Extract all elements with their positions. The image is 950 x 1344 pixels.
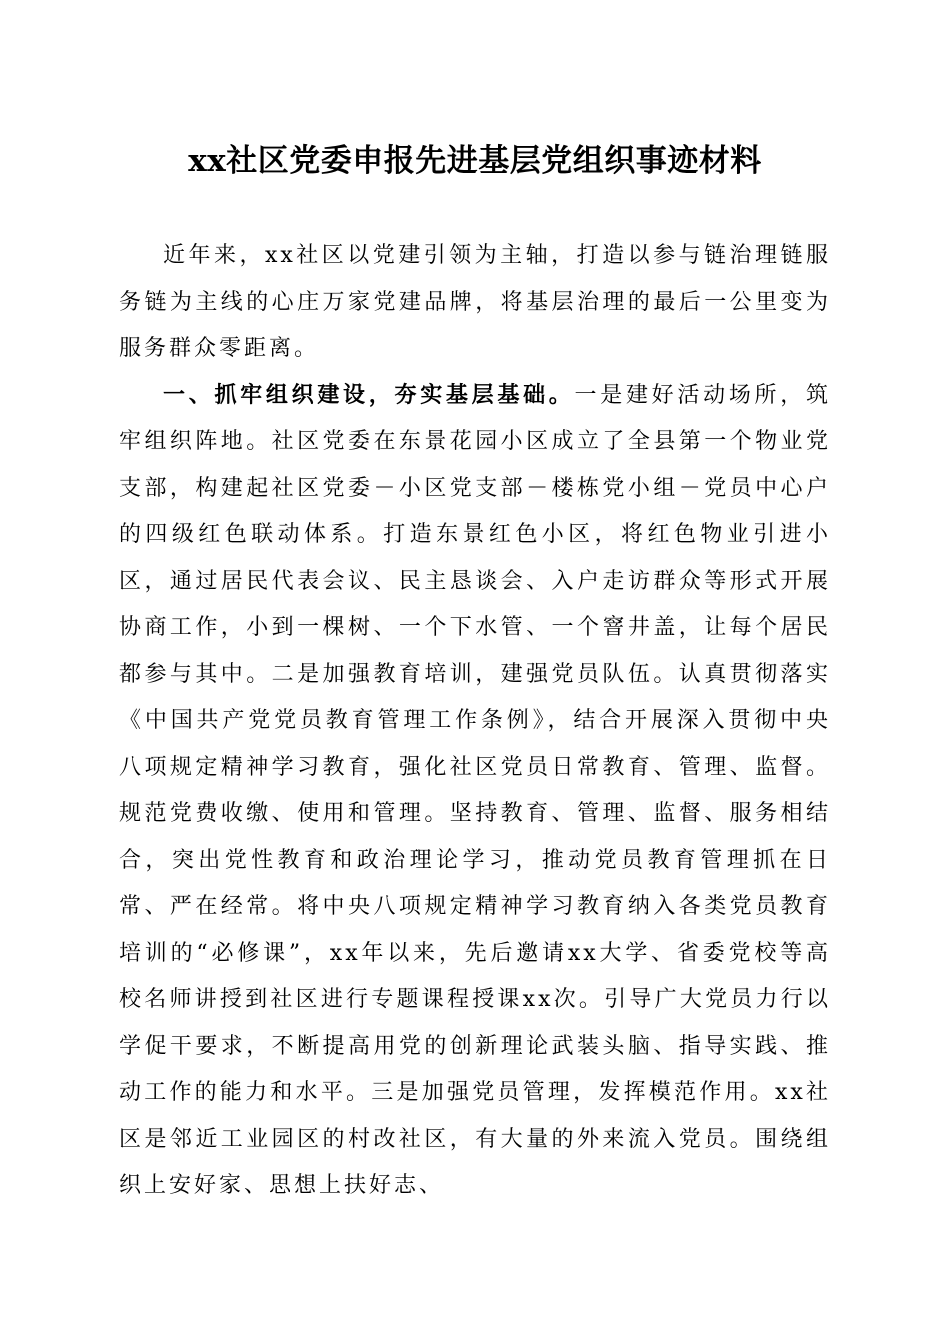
section-one-paragraph — [119, 373, 831, 1210]
document-body — [119, 233, 831, 1210]
document-title: xx社区党委申报先进基层党组织事迹材料 — [188, 143, 762, 179]
section-one-heading: 一、抓牢组织建设，夯实基层基础。 — [163, 382, 575, 408]
intro-paragraph: 近年来，xx社区以党建引领为主轴，打造以参与链治理链服务链为主线的心庄万家党建品牌，将基层治理的最后一公里变为服务群众零距离。 — [119, 243, 831, 361]
section-one-text: 一是建好活动场所，筑牢组织阵地。社区党委在东景花园小区成立了全县第一个物业党支部，构建起社区党委－小区党支部－楼栋党小组－党员中心户的四级红色联动体系。打造东景红色小区，将红色物业引进小区，通过居民代表会议、民主恳谈会、入户走访群众等形式开展协商工作，小到一棵树、一个下水管、一个窨井盖，让每个居民都参与其中。二是加强教育培训，建强党员队伍。认真贯彻落实《中国共产党党员教育管理工作条例》，结合开展深入贯彻中央八项规定精神学习教育，强化社区党员日常教育、管理、监督。规范党费收缴、使用和管理。坚持教育、管理、监督、服务相结合，突出党性教育和政治理论学习，推动党员教育管理抓在日常、严在经常。将中央八项规定精神学习教育纳入各类党员教育培训的“必修课”，xx年以来，先后邀请xx大学、省委党校等高校名师讲授到社区进行专题课程授课xx次。引导广大党员力行以学促干要求，不断提高用党的创新理论武装头脑、指导实践、推动工作的能力和水平。三是加强党员管理，发挥模范作用。xx社区是邻近工业园区的村改社区，有大量的外来流入党员。围绕组织上安好家、思想上扶好志、 — [119, 382, 831, 1198]
